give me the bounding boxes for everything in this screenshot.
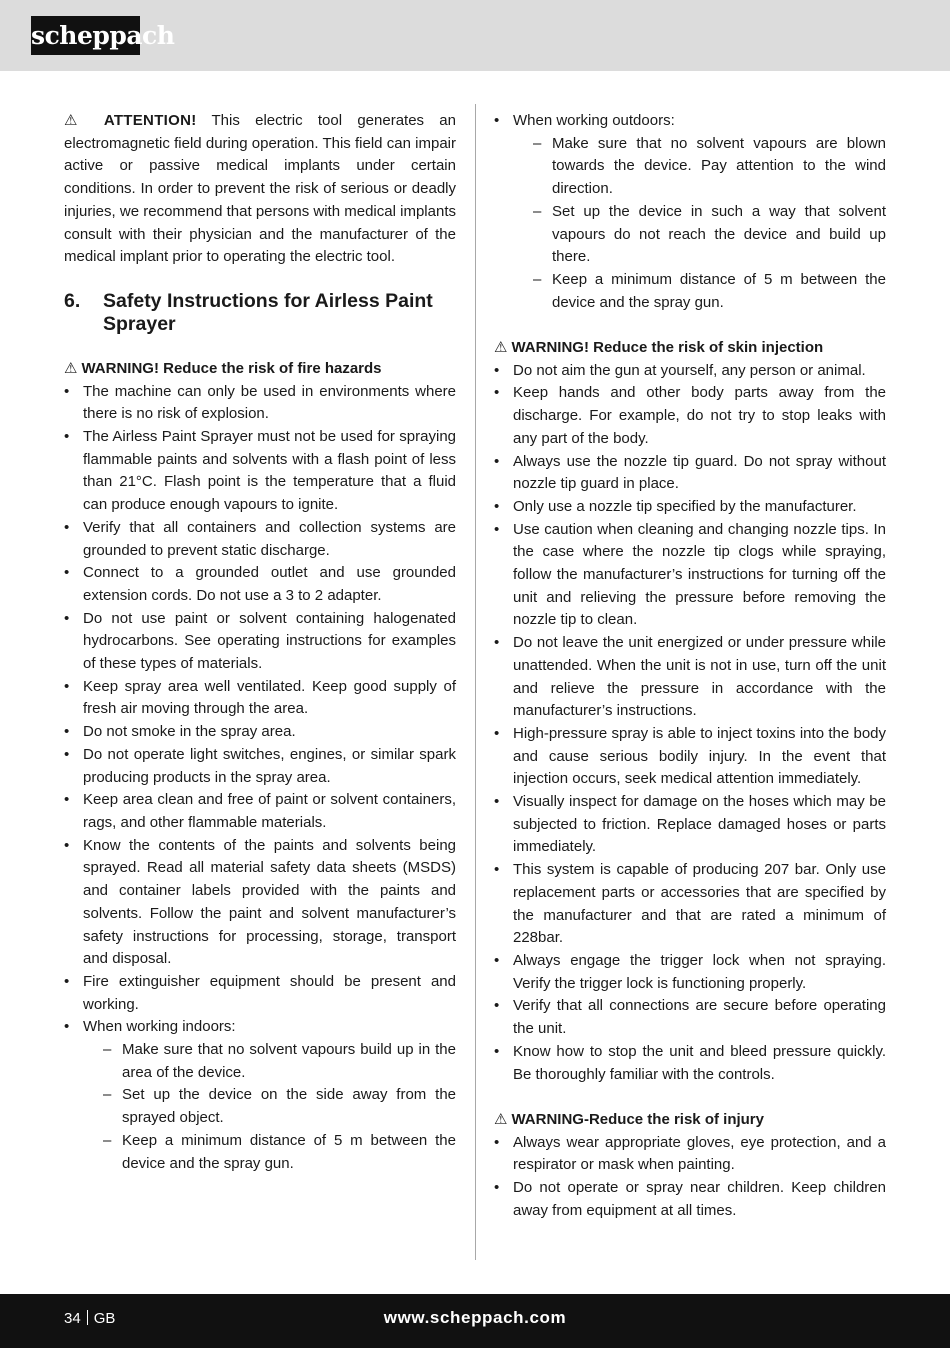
warning-triangle-icon: ⚠ (494, 339, 508, 357)
list-item: • When working outdoors: – Make sure that no solvent vapours are blown towards the device. Pay attention to the wind direction. – Set up the device in such a way that solvent vapours do not reach the device and build up there. – Keep a minimum distance of 5 m between the device and the spray gun. (494, 110, 886, 314)
injury-warning-heading: ⚠ WARNING-Reduce the risk of injury (494, 1110, 764, 1128)
list-item: • Only use a nozzle tip specified by the manufacturer. (494, 496, 886, 519)
page-number: 34 GB (64, 1310, 116, 1327)
warning-triangle-icon: ⚠ (494, 1110, 508, 1128)
skin-warning-heading: ⚠ WARNING! Reduce the risk of skin injection (494, 339, 824, 357)
list-item: • Know the contents of the paints and solvents being sprayed. Read all material safety data sheets (MSDS) and container labels provided with the paints and solvents. Follow the paint and solvent manufacturer’s safety instructions for processing, storage, transport and disposal. (64, 835, 456, 971)
section-number: 6. (64, 289, 81, 312)
outdoors-list (494, 110, 886, 314)
list-item: • Always wear appropriate gloves, eye protection, and a respirator or mask when painting. (494, 1132, 886, 1177)
list-item: • Do not use paint or solvent containing halogenated hydrocarbons. See operating instructions for examples of these types of materials. (64, 608, 456, 676)
website-link[interactable]: www.scheppach.com (383, 1308, 567, 1327)
attention-label: ATTENTION! (103, 112, 197, 129)
list-item: – Set up the device in such a way that solvent vapours do not reach the device and build up there. (533, 201, 886, 269)
scheppach-logo: scheppach (31, 16, 140, 55)
list-item: • Do not operate or spray near children. Keep children away from equipment at all times. (494, 1177, 886, 1222)
skin-warning-list (494, 360, 886, 1087)
section-heading (64, 290, 456, 336)
warning-triangle-icon: ⚠ (64, 359, 78, 377)
left-column (64, 110, 456, 1175)
attention-text: This electric tool generates an electromagnetic field during operation. This field can impair active or passive medical implants under certain conditions. In order to prevent the risk of serious or deadly injuries, we recommend that persons with medical implants consult with their physician and the manufacturer of the medical implant prior to operating the electric tool. (64, 112, 456, 266)
outdoors-sublist (533, 133, 886, 315)
list-item: – Keep a minimum distance of 5 m between the device and the spray gun. (103, 1130, 456, 1175)
warning-triangle-icon: ⚠ (64, 112, 89, 129)
page-footer (0, 1294, 950, 1348)
list-item: • Always engage the trigger lock when not spraying. Verify the trigger lock is functioning properly. (494, 950, 886, 995)
section-title: Safety Instructions for Airless Paint Sprayer (103, 289, 433, 335)
injury-warning-list (494, 1132, 886, 1223)
list-item: • Keep area clean and free of paint or solvent containers, rags, and other flammable materials. (64, 789, 456, 834)
list-item: • Use caution when cleaning and changing nozzle tips. In the case where the nozzle tip clogs while spraying, follow the manufacturer’s instructions for turning off the unit and relieving the pressure before removing the nozzle tip to clean. (494, 519, 886, 633)
attention-paragraph (64, 110, 456, 269)
list-item: • The Airless Paint Sprayer must not be used for spraying flammable paints and solvents with a flash point of less than 21°C. Flash point is the temperature that a fluid can produce enough vapours to ignite. (64, 426, 456, 517)
list-item: • When working indoors: – Make sure that no solvent vapours build up in the area of the device. – Set up the device on the side away from the sprayed object. – Keep a minimum distance of 5 m between the device and the spray gun. (64, 1016, 456, 1175)
column-divider (475, 104, 476, 1260)
fire-warning-heading: ⚠ WARNING! Reduce the risk of fire hazards (64, 359, 382, 377)
right-column (494, 110, 886, 1222)
list-item: • Connect to a grounded outlet and use grounded extension cords. Do not use a 3 to 2 adapter. (64, 562, 456, 607)
list-item: • The machine can only be used in environments where there is no risk of explosion. (64, 381, 456, 426)
list-item: • Keep spray area well ventilated. Keep good supply of fresh air moving through the area. (64, 676, 456, 721)
fire-warning-list (64, 381, 456, 1017)
list-item: • Do not smoke in the spray area. (64, 721, 456, 744)
list-item: • High-pressure spray is able to inject toxins into the body and cause serious bodily injury. In the event that injection occurs, seek medical attention immediately. (494, 723, 886, 791)
list-item: • Verify that all connections are secure before operating the unit. (494, 995, 886, 1040)
list-item: • Visually inspect for damage on the hoses which may be subjected to friction. Replace damaged hoses or parts immediately. (494, 791, 886, 859)
list-item: • Do not operate light switches, engines, or similar spark producing products in the spray area. (64, 744, 456, 789)
page-header (0, 0, 950, 71)
list-item: • Do not aim the gun at yourself, any person or animal. (494, 360, 886, 383)
list-item: • Fire extinguisher equipment should be present and working. (64, 971, 456, 1016)
list-item: • Keep hands and other body parts away from the discharge. For example, do not try to stop leaks with any part of the body. (494, 382, 886, 450)
list-item: • Verify that all containers and collection systems are grounded to prevent static discharge. (64, 517, 456, 562)
list-item: • Know how to stop the unit and bleed pressure quickly. Be thoroughly familiar with the controls. (494, 1041, 886, 1086)
list-item: – Make sure that no solvent vapours are blown towards the device. Pay attention to the wind direction. (533, 133, 886, 201)
list-item: • Always use the nozzle tip guard. Do not spray without nozzle tip guard in place. (494, 451, 886, 496)
list-item: – Set up the device on the side away from the sprayed object. (103, 1084, 456, 1129)
indoors-list (64, 1016, 456, 1175)
list-item: • Do not leave the unit energized or under pressure while unattended. When the unit is not in use, turn off the unit and relieve the pressure in accordance with the manufacturer’s instructions. (494, 632, 886, 723)
indoors-sublist (103, 1039, 456, 1175)
list-item: – Make sure that no solvent vapours build up in the area of the device. (103, 1039, 456, 1084)
list-item: • This system is capable of producing 207 bar. Only use replacement parts or accessories that are specified by the manufacturer and that are rated a minimum of 228bar. (494, 859, 886, 950)
list-item: – Keep a minimum distance of 5 m between the device and the spray gun. (533, 269, 886, 314)
